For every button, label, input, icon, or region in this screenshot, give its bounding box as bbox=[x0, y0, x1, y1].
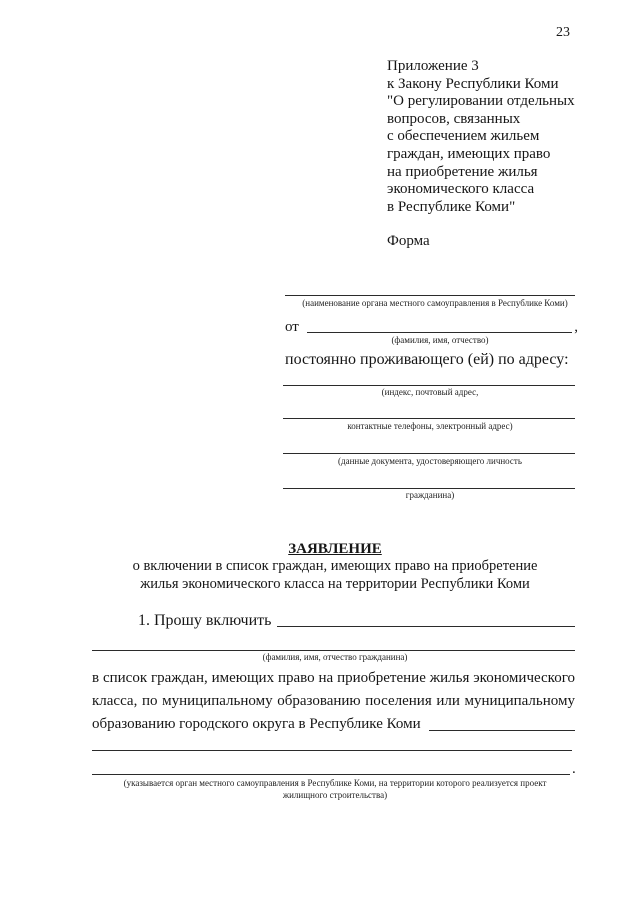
item1-blank-line bbox=[277, 614, 575, 627]
citizen-name-blank-line bbox=[92, 650, 575, 651]
statement-subtitle-line: о включении в список граждан, имеющих право на приобретение bbox=[132, 558, 538, 574]
appendix-line: экономического класса bbox=[387, 181, 535, 198]
body-line-with-blank bbox=[92, 714, 575, 734]
body-line: в список граждан, имеющих право на приобретение жилья экономического bbox=[92, 670, 575, 686]
appendix-line: Приложение 3 bbox=[387, 58, 479, 74]
page-number: 23 bbox=[556, 25, 570, 40]
appendix-line: "О регулировании отдельных bbox=[387, 93, 575, 110]
authority-blank-line bbox=[285, 295, 575, 296]
authority-project-caption: (указывается орган местного самоуправления в Республике Коми, на территории которого реализуется проект bbox=[123, 778, 547, 788]
body-line: образованию городского округа в Республике Коми bbox=[92, 716, 421, 732]
from-blank-line bbox=[307, 320, 572, 333]
residence-label: постоянно проживающего (ей) по адресу: bbox=[285, 351, 569, 368]
contacts-caption: контактные телефоны, электронный адрес) bbox=[347, 421, 513, 431]
address-blank-line bbox=[283, 385, 575, 386]
appendix-line: вопросов, связанных bbox=[387, 110, 521, 127]
appendix-line: на приобретение жилья bbox=[387, 163, 538, 180]
from-comma: , bbox=[574, 319, 578, 335]
statement-title: ЗАЯВЛЕНИЕ bbox=[288, 541, 382, 557]
appendix-block bbox=[387, 58, 575, 216]
municipality-blank-line-3 bbox=[92, 774, 570, 775]
id-document-blank-line bbox=[283, 453, 575, 454]
authority-project-caption: жилищного строительства) bbox=[282, 790, 388, 800]
appendix-line: в Республике Коми" bbox=[387, 198, 516, 215]
citizen-caption: гражданина) bbox=[405, 490, 455, 500]
appendix-line: граждан, имеющих право bbox=[387, 145, 551, 162]
statement-subtitle-line: жилья экономического класса на территории Республики Коми bbox=[140, 576, 530, 592]
citizen-name-caption: (фамилия, имя, отчество гражданина) bbox=[262, 652, 408, 662]
id-document-caption: (данные документа, удостоверяющего личность bbox=[338, 456, 522, 466]
item1-label: 1. Прошу включить bbox=[138, 612, 272, 629]
citizen-blank-line bbox=[283, 488, 575, 489]
contacts-blank-line bbox=[283, 418, 575, 419]
authority-caption: (наименование органа местного самоуправления в Республике Коми) bbox=[302, 298, 568, 308]
from-caption: (фамилия, имя, отчество) bbox=[391, 335, 489, 345]
form-label: Форма bbox=[387, 233, 430, 249]
appendix-line: к Закону Республики Коми bbox=[387, 75, 559, 92]
municipality-blank-line-2 bbox=[92, 750, 572, 751]
from-row bbox=[285, 318, 578, 336]
body-line: класса, по муниципальному образованию поселения или муниципальному bbox=[92, 693, 575, 709]
item1-row bbox=[138, 611, 575, 631]
appendix-line: с обеспечением жильем bbox=[387, 128, 540, 145]
end-period: . bbox=[572, 761, 576, 777]
from-label: от bbox=[285, 319, 299, 335]
municipality-blank-line bbox=[429, 718, 575, 731]
address-caption: (индекс, почтовый адрес, bbox=[381, 387, 479, 397]
